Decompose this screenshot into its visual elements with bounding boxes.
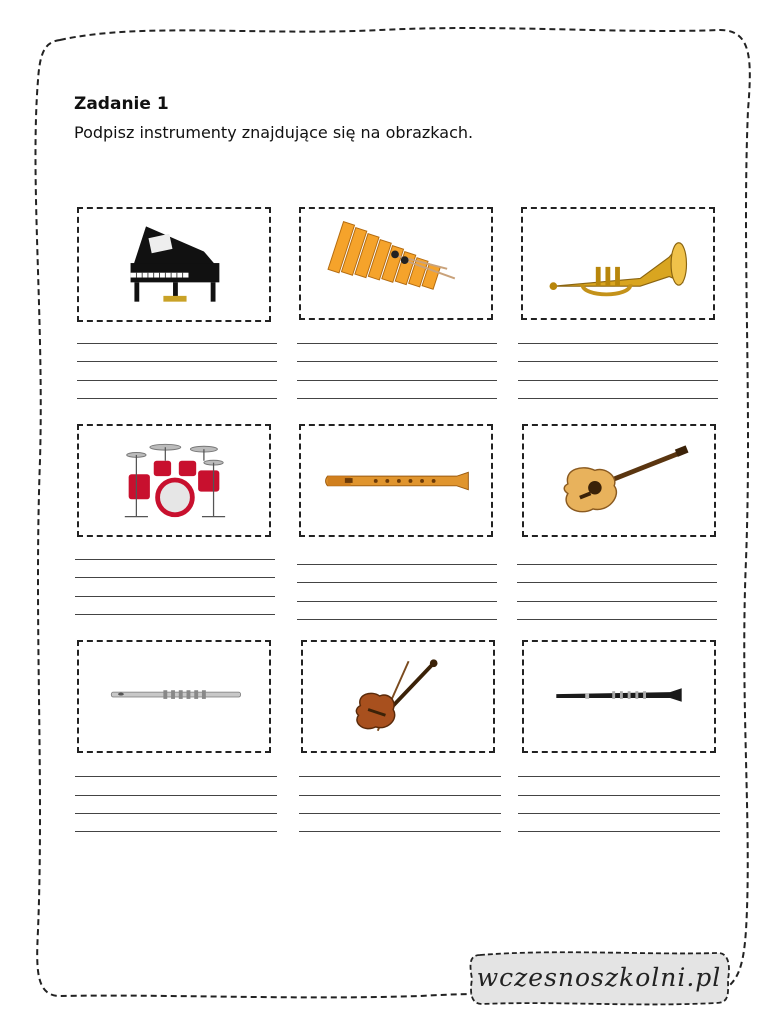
writing-line[interactable] bbox=[517, 619, 717, 620]
writing-line[interactable] bbox=[75, 795, 277, 796]
drum-kit-icon bbox=[79, 426, 269, 535]
writing-line[interactable] bbox=[297, 343, 497, 344]
writing-line[interactable] bbox=[518, 831, 720, 832]
logo-text: wczesnoszkolni.pl bbox=[476, 963, 722, 992]
task-instruction: Podpisz instrumenty znajdujące się na obrazkach. bbox=[74, 123, 474, 142]
picture-frame bbox=[522, 640, 716, 753]
writing-line[interactable] bbox=[518, 398, 718, 399]
writing-line[interactable] bbox=[518, 776, 720, 777]
writing-line[interactable] bbox=[299, 776, 501, 777]
writing-line[interactable] bbox=[77, 361, 277, 362]
writing-line[interactable] bbox=[299, 831, 501, 832]
writing-line[interactable] bbox=[518, 813, 720, 814]
xylophone-icon bbox=[301, 209, 491, 318]
trumpet-icon bbox=[523, 209, 713, 318]
writing-line[interactable] bbox=[297, 380, 497, 381]
picture-frame bbox=[77, 207, 271, 322]
picture-frame bbox=[77, 424, 271, 537]
picture-frame bbox=[77, 640, 271, 753]
writing-line[interactable] bbox=[75, 596, 275, 597]
writing-line[interactable] bbox=[75, 614, 275, 615]
writing-line[interactable] bbox=[77, 380, 277, 381]
writing-line[interactable] bbox=[518, 795, 720, 796]
writing-line[interactable] bbox=[518, 343, 718, 344]
writing-line[interactable] bbox=[297, 601, 497, 602]
writing-line[interactable] bbox=[297, 564, 497, 565]
picture-frame bbox=[299, 207, 493, 320]
violin-icon bbox=[303, 642, 493, 751]
flute-icon bbox=[79, 642, 269, 751]
recorder-icon bbox=[301, 426, 491, 535]
picture-frame bbox=[521, 207, 715, 320]
clarinet-icon bbox=[524, 642, 714, 751]
writing-line[interactable] bbox=[77, 343, 277, 344]
picture-frame bbox=[301, 640, 495, 753]
writing-line[interactable] bbox=[75, 559, 275, 560]
site-logo bbox=[466, 949, 732, 1007]
guitar-icon bbox=[524, 426, 714, 535]
writing-line[interactable] bbox=[75, 813, 277, 814]
writing-line[interactable] bbox=[517, 564, 717, 565]
grand-piano-icon bbox=[79, 209, 269, 320]
writing-line[interactable] bbox=[518, 380, 718, 381]
writing-line[interactable] bbox=[297, 582, 497, 583]
task-title: Zadanie 1 bbox=[74, 94, 169, 114]
writing-line[interactable] bbox=[75, 831, 277, 832]
writing-line[interactable] bbox=[517, 582, 717, 583]
writing-line[interactable] bbox=[299, 795, 501, 796]
writing-line[interactable] bbox=[75, 776, 277, 777]
writing-line[interactable] bbox=[297, 398, 497, 399]
picture-frame bbox=[299, 424, 493, 537]
writing-line[interactable] bbox=[297, 361, 497, 362]
writing-line[interactable] bbox=[299, 813, 501, 814]
writing-line[interactable] bbox=[77, 398, 277, 399]
writing-line[interactable] bbox=[297, 619, 497, 620]
writing-line[interactable] bbox=[75, 577, 275, 578]
picture-frame bbox=[522, 424, 716, 537]
writing-line[interactable] bbox=[517, 601, 717, 602]
writing-line[interactable] bbox=[518, 361, 718, 362]
